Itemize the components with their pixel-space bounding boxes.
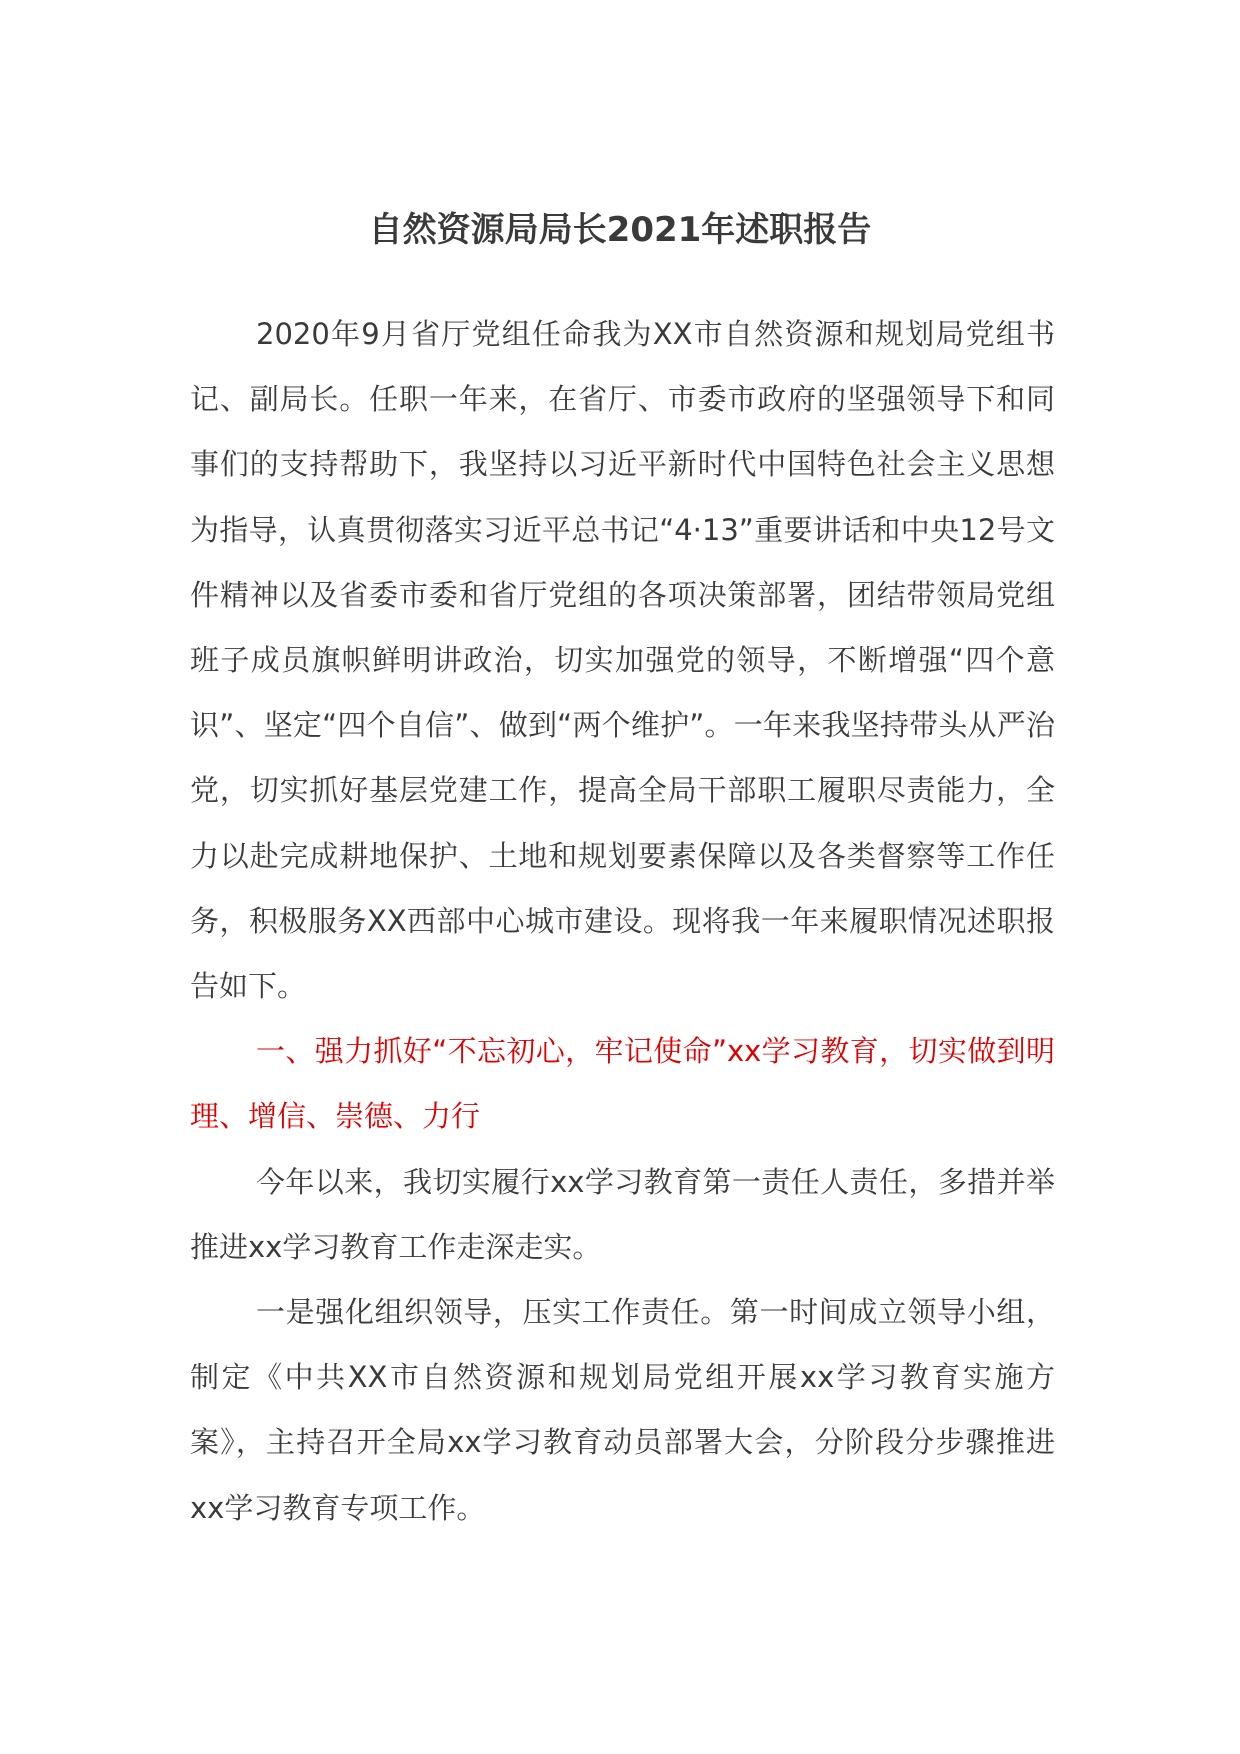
document-title: 自然资源局局长2021年述职报告 (368, 210, 872, 250)
paragraph-section-1-point-1: 一是强化组织领导，压实工作责任。第一时间成立领导小组，制定《中共XX市自然资源和规划局党组开展xx学习教育实施方案》，主持召开全局xx学习教育动员部署大会，分阶段分步骤推进xx学习教育专项工作。 (190, 1295, 1055, 1525)
paragraph-section-1-intro: 今年以来，我切实履行xx学习教育第一责任人责任，多措并举推进xx学习教育工作走深走实。 (190, 1164, 1055, 1264)
document-body (190, 302, 1055, 1541)
section-heading-1: 一、强力抓好“不忘初心，牢记使命”xx学习教育，切实做到明理、增信、崇德、力行 (190, 1034, 1055, 1134)
paragraph-intro: 2020年9月省厅党组任命我为XX市自然资源和规划局党组书记、副局长。任职一年来，在省厅、市委市政府的坚强领导下和同事们的支持帮助下，我坚持以习近平新时代中国特色社会主义思想为指导，认真贯彻落实习近平总书记“4·13”重要讲话和中央12号文件精神以及省委市委和省厅党组的各项决策部署，团结带领局党组班子成员旗帜鲜明讲政治，切实加强党的领导，不断增强“四个意识”、坚定“四个自信”、做到“两个维护”。一年来我坚持带头从严治党，切实抓好基层党建工作，提高全局干部职工履职尽责能力，全力以赴完成耕地保护、土地和规划要素保障以及各类督察等工作任务，积极服务XX西部中心城市建设。现将我一年来履职情况述职报告如下。 (190, 317, 1055, 1004)
